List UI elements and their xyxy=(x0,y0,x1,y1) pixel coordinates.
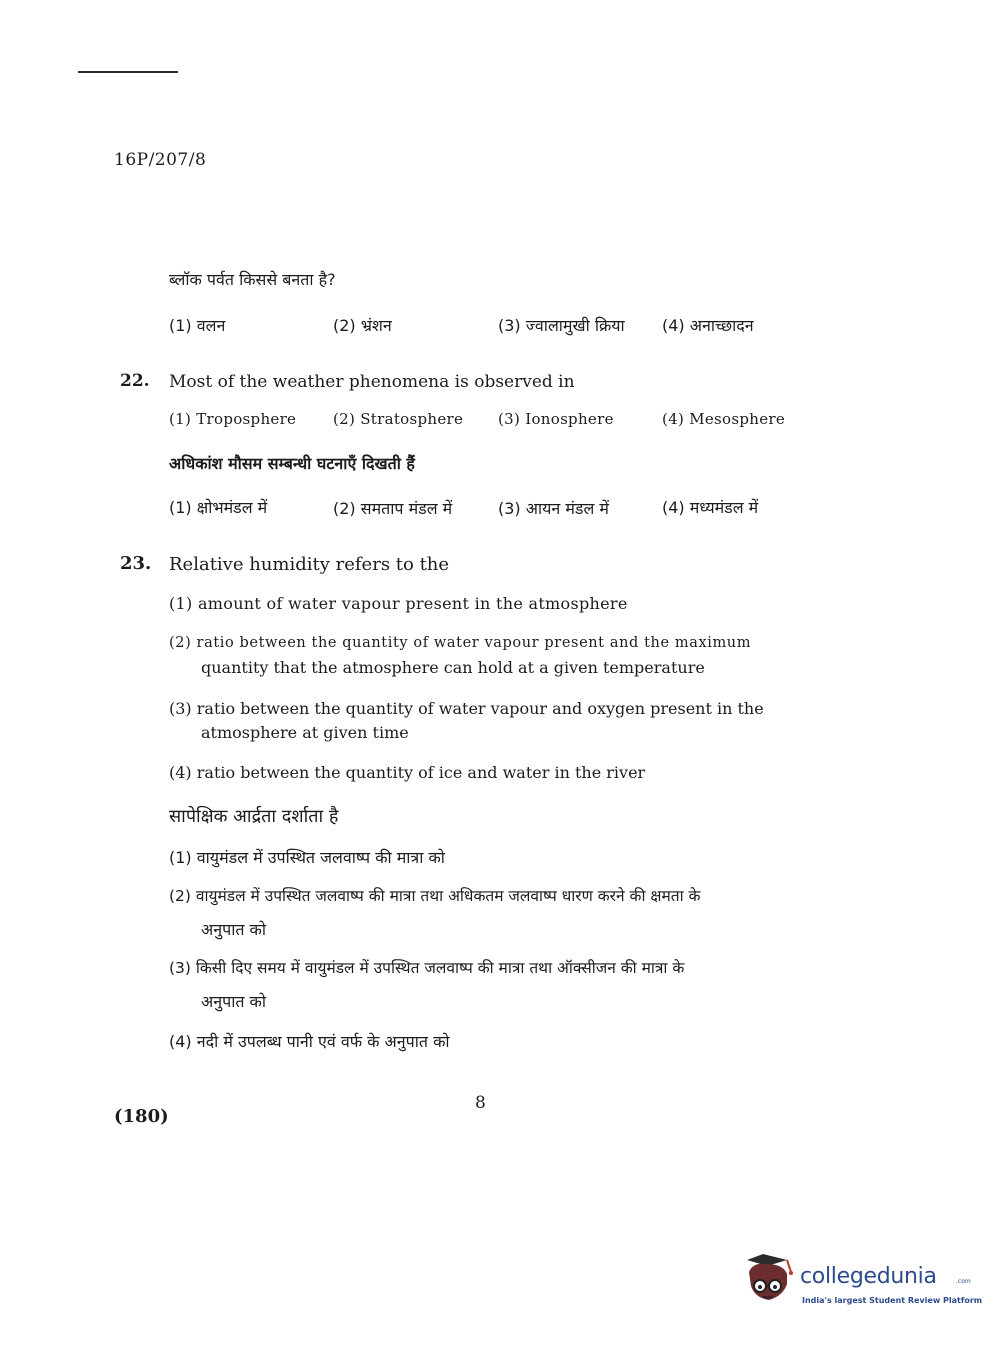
q23-option-2-line2: quantity that the atmosphere can hold at a given temperature xyxy=(201,658,705,677)
q22-hindi-option-4: (4) मध्यमंडल में xyxy=(662,498,759,517)
q22-hindi-question: अधिकांश मौसम सम्बन्धी घटनाएँ दिखती हैं xyxy=(169,454,415,473)
q22-hindi-option-2: (2) समताप मंडल में xyxy=(333,499,453,518)
q23-hindi-question: सापेक्षिक आर्द्रता दर्शाता है xyxy=(169,806,339,827)
q22-question: Most of the weather phenomena is observed in xyxy=(169,372,575,392)
mascot-icon xyxy=(743,1250,799,1310)
q21-hindi-option-4: (4) अनाच्छादन xyxy=(662,316,754,335)
q23-option-1: (1) amount of water vapour present in the atmosphere xyxy=(169,594,628,613)
set-code: (180) xyxy=(114,1106,169,1127)
page-number: 8 xyxy=(475,1093,486,1113)
q21-hindi-option-3: (3) ज्वालामुखी क्रिया xyxy=(498,316,625,335)
q23-option-3-line1: (3) ratio between the quantity of water vapour and oxygen present in the xyxy=(169,699,764,718)
q23-option-4: (4) ratio between the quantity of ice and water in the river xyxy=(169,763,646,782)
q22-option-4: (4) Mesosphere xyxy=(662,410,786,428)
q21-hindi-question: ब्लॉक पर्वत किससे बनता है? xyxy=(169,270,336,289)
q21-hindi-option-2: (2) भ्रंशन xyxy=(333,316,392,335)
q23-number: 23. xyxy=(120,553,152,574)
q22-hindi-option-3: (3) आयन मंडल में xyxy=(498,499,609,518)
collegedunia-domain: .com xyxy=(956,1278,971,1285)
q23-hindi-option-3-line1: (3) किसी दिए समय में वायुमंडल में उपस्थित जलवाष्प की मात्रा तथा ऑक्सीजन की मात्रा के xyxy=(169,959,685,977)
q23-option-3-line2: atmosphere at given time xyxy=(201,723,409,742)
collegedunia-tagline: India's largest Student Review Platform xyxy=(802,1296,983,1305)
q23-hindi-option-4: (4) नदी में उपलब्ध पानी एवं वर्फ के अनुपात को xyxy=(169,1032,450,1051)
q23-hindi-option-3-line2: अनुपात को xyxy=(201,992,266,1011)
q23-option-2-line1: (2) ratio between the quantity of water vapour present and the maximum xyxy=(169,635,752,651)
q22-option-2: (2) Stratosphere xyxy=(333,410,464,428)
q22-number: 22. xyxy=(120,371,150,391)
q23-hindi-option-2-line2: अनुपात को xyxy=(201,920,266,939)
collegedunia-logo xyxy=(743,1250,983,1310)
q22-option-1: (1) Troposphere xyxy=(169,410,297,428)
paper-code: 16P/207/8 xyxy=(114,150,207,170)
q23-hindi-option-2-line1: (2) वायुमंडल में उपस्थित जलवाष्प की मात्रा तथा अधिकतम जलवाष्प धारण करने की क्षमता के xyxy=(169,887,701,905)
q21-hindi-option-1: (1) वलन xyxy=(169,316,226,335)
q23-hindi-option-1: (1) वायुमंडल में उपस्थित जलवाष्प की मात्रा को xyxy=(169,848,445,867)
q22-hindi-option-1: (1) क्षोभमंडल में xyxy=(169,498,268,517)
top-rule xyxy=(78,71,178,73)
q23-question: Relative humidity refers to the xyxy=(169,554,450,575)
q22-option-3: (3) Ionosphere xyxy=(498,410,614,428)
collegedunia-wordmark: collegedunia xyxy=(800,1264,937,1289)
